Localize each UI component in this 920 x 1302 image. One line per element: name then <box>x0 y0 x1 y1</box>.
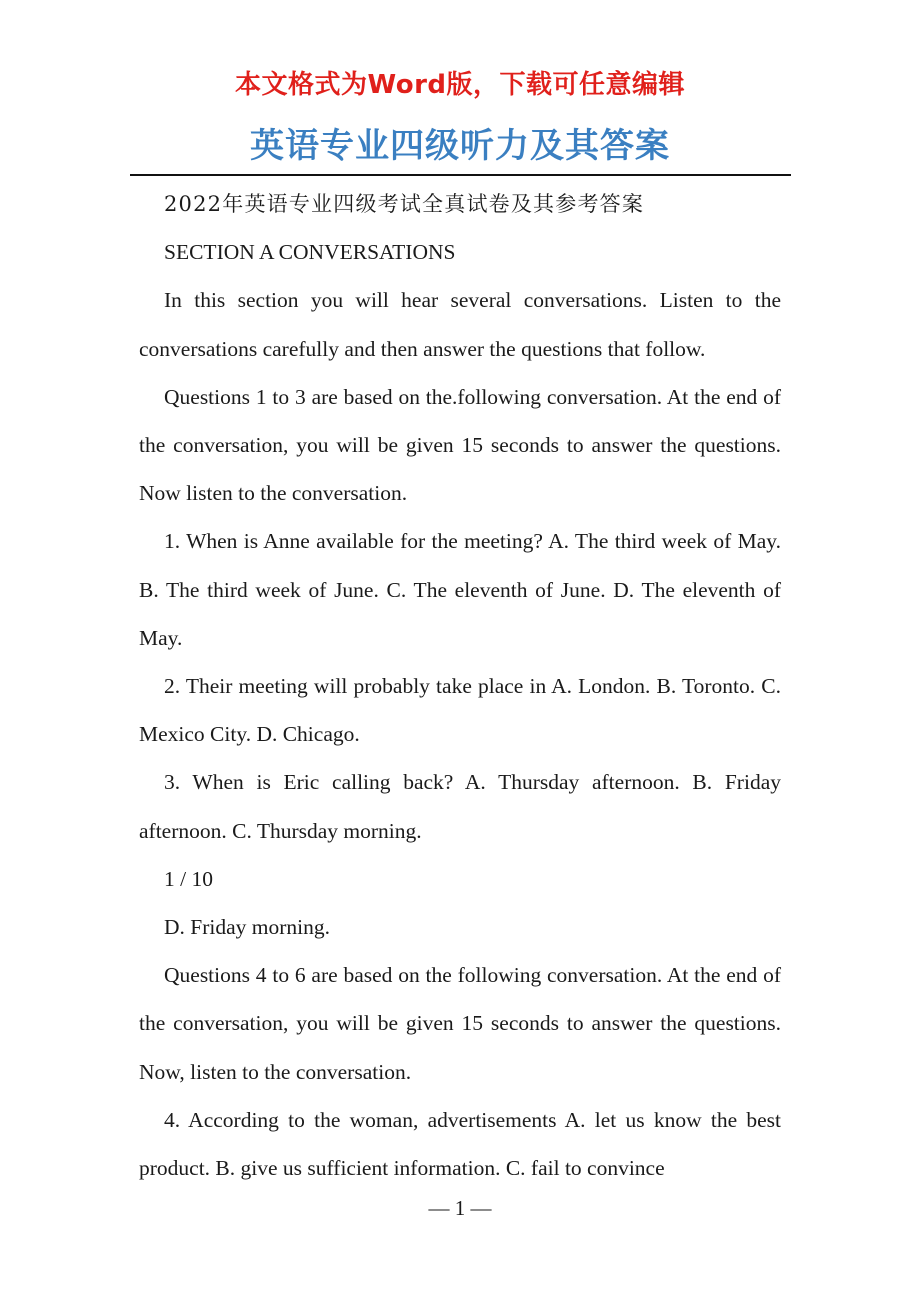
document-body <box>139 180 781 1192</box>
question-3-option-d: D. Friday morning. <box>164 915 331 940</box>
word-format-banner: 本文格式为Word版，下载可任意编辑 <box>234 70 686 100</box>
exam-subtitle: 2022年英语专业四级考试全真试卷及其参考答案 <box>164 192 645 216</box>
title-divider <box>130 174 791 176</box>
section-heading: SECTION A CONVERSATIONS <box>164 240 456 265</box>
page-number-footer: — 1 — <box>428 1196 492 1220</box>
questions-4-6-intro: Questions 4 to 6 are based on the following conversation. At the end of the conversation, you will be given 15 seconds to answer the questions. Now, listen to the conversation. <box>139 963 781 1084</box>
question-4: 4. According to the woman, advertisements A. let us know the best product. B. give us sufficient information. C. fail to convince <box>139 1107 781 1181</box>
questions-1-3-intro: Questions 1 to 3 are based on the.following conversation. At the end of the conversation, you will be given 15 seconds to answer the questions. Now listen to the conversation. <box>139 384 781 506</box>
inline-page-marker: 1 / 10 <box>164 866 213 891</box>
section-instructions: In this section you will hear several conversations. Listen to the conversations carefully and then answer the questions that follow. <box>139 288 781 361</box>
document-title: 英语专业四级听力及其答案 <box>250 126 670 166</box>
question-2: 2. Their meeting will probably take place in A. London. B. Toronto. C. Mexico City. D. Chicago. <box>139 674 781 747</box>
question-1: 1. When is Anne available for the meeting? A. The third week of May. B. The third week of June. C. The eleventh of June. D. The eleventh of May. <box>139 529 781 650</box>
question-3: 3. When is Eric calling back? A. Thursday afternoon. B. Friday afternoon. C. Thursday morning. <box>139 770 781 843</box>
